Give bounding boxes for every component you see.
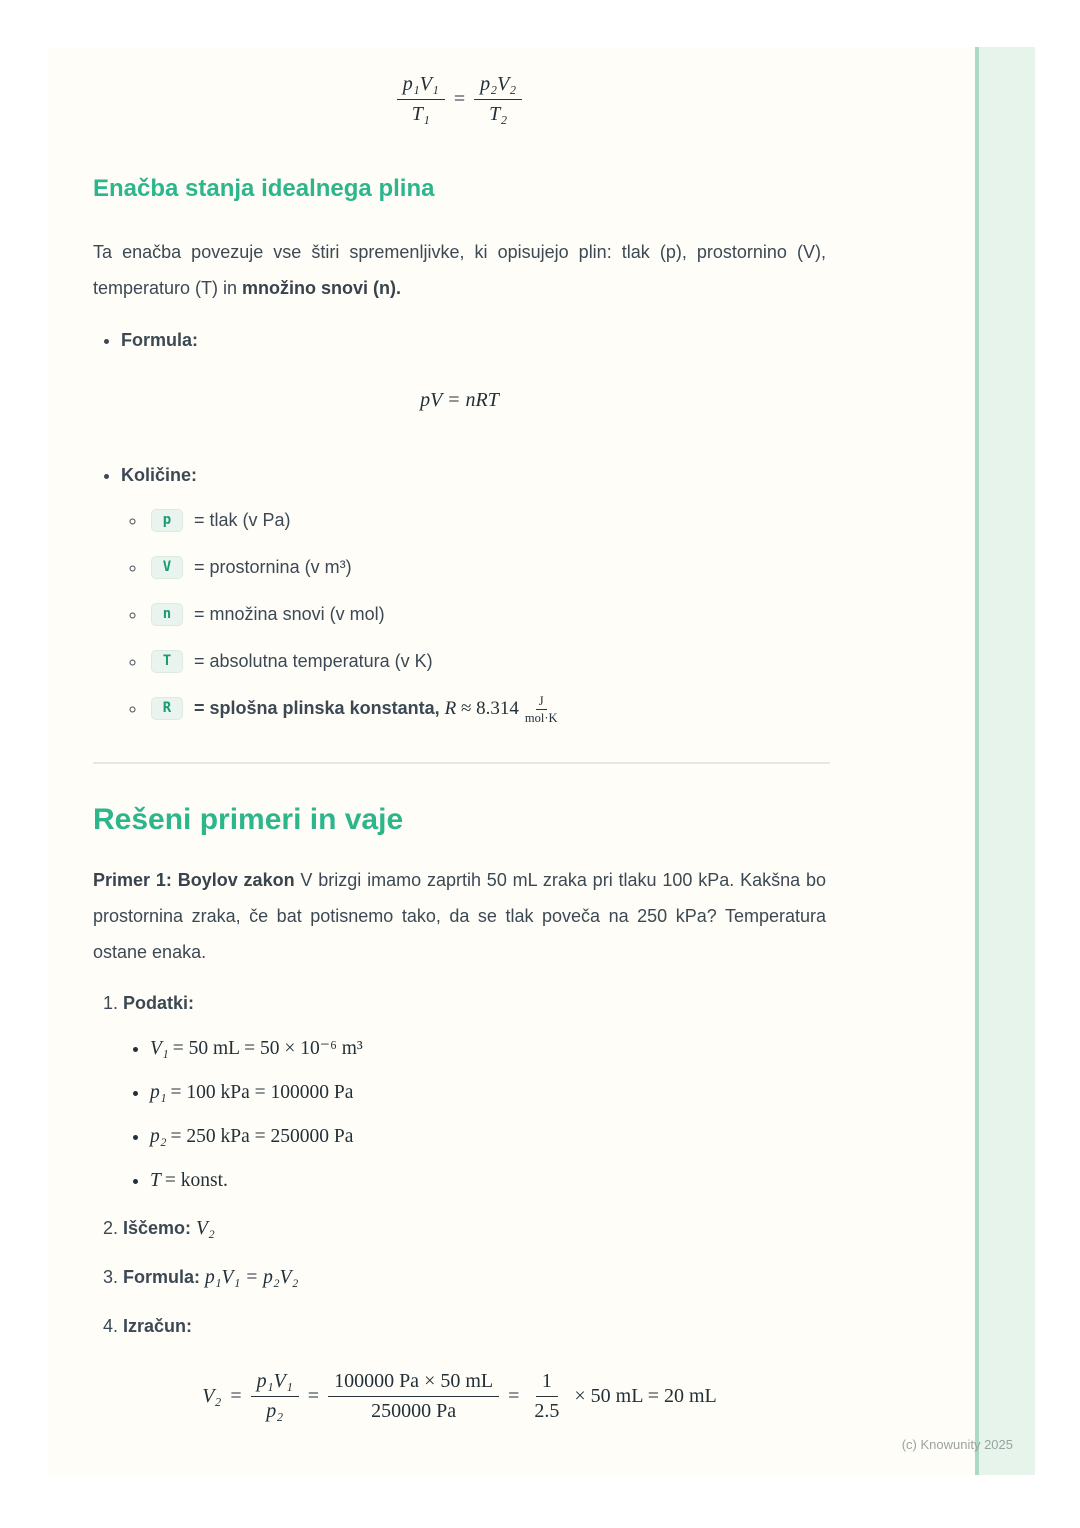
intro-text: Ta enačba povezuje vse štiri spremenljivke, ki opisujejo plin: tlak (p), prostornino (V), temperaturo (T) in: [93, 242, 826, 298]
quantity-desc: = absolutna temperatura (v K): [194, 651, 433, 671]
fraction-denominator: 2.5: [534, 1399, 560, 1422]
step-iscemo: [123, 1215, 826, 1242]
quantity-item-v: [147, 552, 826, 582]
fraction-denominator: 250000 Pa: [371, 1399, 457, 1422]
data-item-p2: [150, 1124, 826, 1149]
problem-paragraph: [93, 862, 826, 970]
quantities-label-item: [121, 462, 826, 726]
page-accent-bar: [975, 47, 1035, 1475]
ideal-gas-equation: [93, 389, 826, 412]
fraction-denominator: p₂: [266, 1399, 284, 1422]
fraction-numerator: 100000 Pa × 50 mL: [328, 1370, 499, 1397]
data-item-t: [150, 1168, 826, 1193]
step-formula: [123, 1264, 826, 1291]
section-title-examples: Rešeni primeri in vaje: [93, 802, 404, 836]
fraction-denominator: T₁: [411, 103, 430, 125]
fraction-left: [397, 73, 445, 126]
r-variable: R: [444, 698, 457, 719]
symbol-badge-r: R: [151, 697, 183, 720]
quantities-sublist: [121, 505, 826, 726]
fraction-numerator: p₂V₂: [474, 73, 522, 100]
fraction-symbolic: [251, 1370, 299, 1423]
section-divider: [93, 762, 830, 764]
notes-page: [48, 47, 1035, 1475]
r-approx: ≈ 8.314: [460, 698, 519, 719]
quantity-desc: = tlak (v Pa): [194, 510, 291, 530]
page-content: [93, 47, 826, 1423]
symbol-badge-n: n: [151, 603, 183, 626]
fraction-numeric: [328, 1370, 499, 1423]
unit-denominator: mol·K: [524, 711, 558, 726]
math-value: = 250 kPa = 250000 Pa: [170, 1125, 354, 1147]
fraction-ratio: [528, 1370, 565, 1423]
symbol-badge-t: T: [151, 650, 183, 673]
symbol-badge-p: p: [151, 509, 183, 532]
fraction-denominator: T₂: [489, 103, 508, 125]
quantity-item-t: [147, 646, 826, 676]
copyright-footer: (c) Knowunity 2025: [901, 1437, 1013, 1452]
boyle-formula: p₁V₁ = p₂V₂: [205, 1266, 299, 1288]
quantity-desc: = množina snovi (v mol): [194, 604, 385, 624]
section-title-ideal-gas: Enačba stanja idealnega plina: [93, 175, 435, 202]
symbol-badge-v: V: [151, 556, 183, 579]
math-value: = 100 kPa = 100000 Pa: [170, 1081, 354, 1103]
math-value: = 50 mL = 50 × 10⁻⁶ m³: [172, 1037, 363, 1059]
fraction-numerator: p₁V₁: [397, 73, 445, 100]
final-calculation-equation: [93, 1370, 826, 1423]
step-label: Iščemo:: [123, 1217, 192, 1238]
equation-result: × 50 mL = 20 mL: [574, 1384, 717, 1407]
math-value: = konst.: [164, 1169, 228, 1191]
step-label: Formula:: [123, 1266, 201, 1287]
formula-label: Formula:: [121, 330, 199, 350]
result-variable: V₂: [202, 1384, 222, 1407]
quantity-desc: = prostornina (v m³): [194, 557, 352, 577]
unit-fraction: [522, 694, 561, 726]
formula-label-item: [121, 327, 826, 353]
intro-text-bold: množino snovi (n).: [242, 278, 402, 298]
sought-variable: V₂: [196, 1217, 215, 1239]
math-variable: V₁: [150, 1037, 169, 1059]
equals-sign: =: [453, 88, 466, 110]
step-izracun: [123, 1313, 826, 1340]
quantity-item-n: [147, 599, 826, 629]
fraction-right: [474, 73, 522, 126]
equals-sign: =: [508, 1384, 520, 1407]
step-label: Izračun:: [123, 1315, 193, 1336]
step-podatki: [123, 990, 826, 1193]
formula-list: [93, 327, 826, 353]
intro-paragraph: [93, 234, 826, 306]
quantity-item-r: [147, 693, 826, 726]
problem-title: Primer 1: Boylov zakon: [93, 869, 295, 890]
solution-steps: [93, 990, 826, 1340]
math-variable: p₁: [150, 1081, 167, 1103]
combined-gas-law-equation: [93, 73, 826, 126]
data-item-v1: [150, 1036, 826, 1061]
quantities-list: [93, 462, 826, 726]
equals-sign: =: [307, 1384, 320, 1407]
problem-text: V brizgi imamo zaprtih 50 mL zraka pri tlaku 100 kPa. Kakšna bo prostornina zraka, če bat potisnemo tako, da se tlak poveča na 250 kPa? Temperatura ostane enaka.: [93, 869, 826, 962]
quantities-label: Količine:: [121, 465, 198, 485]
data-item-p1: [150, 1080, 826, 1105]
math-variable: p₂: [150, 1125, 167, 1147]
fraction-numerator: 1: [536, 1370, 558, 1397]
unit-numerator: J: [536, 694, 547, 710]
equals-sign: =: [230, 1384, 242, 1407]
quantity-desc-bold: = splošna plinska konstanta,: [194, 698, 440, 718]
math-variable: T: [150, 1169, 161, 1191]
fraction-numerator: p₁V₁: [251, 1370, 299, 1397]
gas-constant-value: [444, 693, 561, 726]
ideal-gas-formula-text: pV = nRT: [420, 389, 499, 411]
quantity-item-p: [147, 505, 826, 535]
data-list: [123, 1036, 826, 1193]
step-label: Podatki:: [123, 992, 195, 1013]
